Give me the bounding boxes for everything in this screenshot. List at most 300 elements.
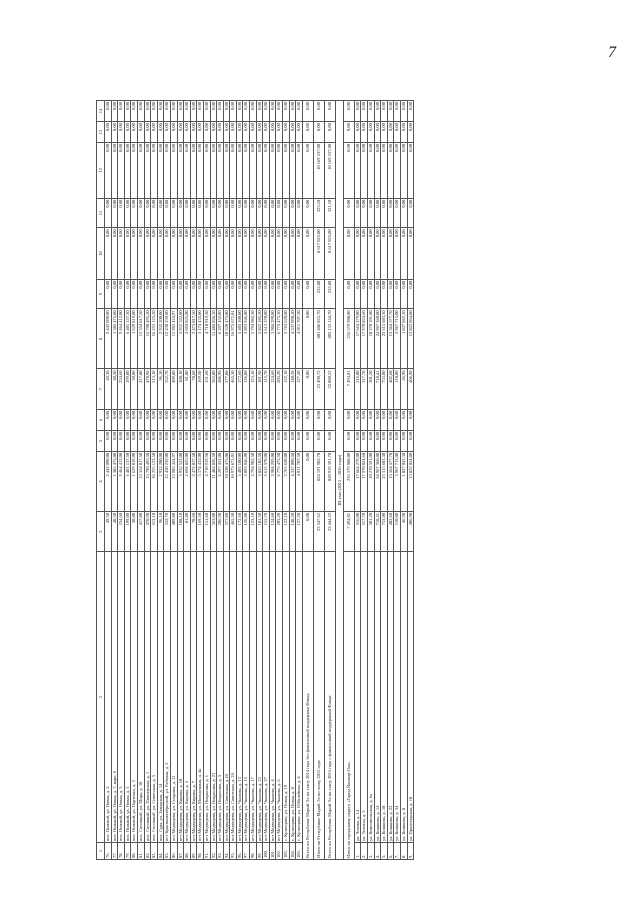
total-value: 8 617 023,00 <box>313 228 324 279</box>
table-cell: 115,70 <box>263 369 270 410</box>
table-cell: 0,00 <box>151 409 158 430</box>
table-cell: 127,50 <box>296 511 303 552</box>
table-cell: 1 827 042,30 <box>400 451 407 511</box>
table-cell: 0,00 <box>137 430 144 451</box>
table-cell: 4 337 090,50 <box>289 451 296 511</box>
table-cell: 516,00 <box>354 369 361 410</box>
total-value: 235 579 988,00 <box>343 451 354 511</box>
table-cell: 0,00 <box>236 409 243 430</box>
table-cell: пос. Сосновый, ул. Советская, д. 5 <box>151 552 158 843</box>
table-cell: 0,00 <box>354 143 361 199</box>
table-cell: 0,00 <box>223 143 230 199</box>
table-cell: 0,00 <box>223 101 230 122</box>
total-value: 22 880,32 <box>324 369 335 410</box>
table-cell: 0,00 <box>131 409 138 430</box>
table-cell: пгт Медведево, ул. Кирова, д. 3 <box>184 552 191 843</box>
table-cell: 78,60 <box>190 511 197 552</box>
table-cell: 92. <box>210 843 217 860</box>
table-cell: 0,00 <box>230 430 237 451</box>
total-value: 802 133 144,70 <box>324 309 335 369</box>
table-cell: 0,00 <box>164 143 171 199</box>
table-cell: 0,00 <box>197 409 204 430</box>
table-cell: 0,00 <box>250 409 257 430</box>
table-cell: 2. <box>361 843 368 860</box>
total-value: 0,00 <box>302 143 313 199</box>
table-cell: 0,00 <box>230 143 237 199</box>
total-value: 0,00 <box>302 511 313 552</box>
table-cell: 0,00 <box>203 279 210 309</box>
table-cell: 0,00 <box>111 279 118 309</box>
table-cell: 115,70 <box>263 511 270 552</box>
total-value: 0,00 <box>324 409 335 430</box>
table-cell: 0,00 <box>210 279 217 309</box>
table-cell: 84. <box>157 843 164 860</box>
table-cell: 0,00 <box>131 101 138 122</box>
table-cell: 4 337 090,50 <box>289 309 296 369</box>
table-cell: 0,00 <box>256 122 263 143</box>
total-value: 10 169 237,00 <box>313 143 324 199</box>
table-cell: 87. <box>177 843 184 860</box>
total-value: 0,00 <box>302 198 313 228</box>
column-number: 2 <box>97 552 105 843</box>
table-cell: 0,00 <box>269 143 276 199</box>
column-number-row <box>97 101 105 860</box>
table-cell: 0,00 <box>400 101 407 122</box>
table-cell: 13 822 054,80 <box>407 451 414 511</box>
table-cell: 4 011 707,50 <box>296 451 303 511</box>
table-cell: 0,00 <box>137 143 144 199</box>
table-cell: 0,00 <box>368 409 375 430</box>
table-cell: 0,00 <box>184 228 191 279</box>
table-cell: 0,00 <box>387 228 394 279</box>
total-value: 0,00 <box>324 430 335 451</box>
table-cell: ул. Зеленая, д. 3 <box>361 552 368 843</box>
table-cell: 0,00 <box>296 198 303 228</box>
table-row <box>283 101 290 860</box>
table-cell: 0,00 <box>400 143 407 199</box>
table-cell: 0,00 <box>283 430 290 451</box>
total-value: 0,00 <box>302 430 313 451</box>
table-cell: 0,00 <box>124 228 131 279</box>
table-cell: 0,00 <box>276 198 283 228</box>
table-cell: 0,00 <box>250 143 257 199</box>
section-header-row <box>335 101 343 860</box>
table-cell: 203,20 <box>276 511 283 552</box>
table-cell: пгт Краснооктябрьский, ул. Рабочая, д. 3 <box>164 552 171 843</box>
table-cell: 0,00 <box>177 101 184 122</box>
table-cell: 124,60 <box>269 369 276 410</box>
table-row <box>151 101 158 860</box>
table-cell: 0,00 <box>269 430 276 451</box>
table-cell: 0,00 <box>124 122 131 143</box>
table-cell: 417,80 <box>137 369 144 410</box>
table-cell: 6. <box>387 843 394 860</box>
table-cell: 17 970 824,60 <box>361 309 368 369</box>
table-cell: 0,00 <box>394 122 401 143</box>
table-cell: 0,00 <box>243 409 250 430</box>
table-cell: 0,00 <box>105 198 112 228</box>
table-cell: 13 822 054,80 <box>407 309 414 369</box>
table-cell: 0,00 <box>137 279 144 309</box>
table-cell: 0,00 <box>184 409 191 430</box>
table-cell: 0,00 <box>157 409 164 430</box>
table-cell: 363,00 <box>210 369 217 410</box>
table-cell: 0,00 <box>400 409 407 430</box>
table-row <box>137 101 144 860</box>
table-cell: 17 664 279,00 <box>354 451 361 511</box>
table-cell: 0,00 <box>283 101 290 122</box>
total-2015-fund-row <box>324 101 335 860</box>
table-cell: 0,00 <box>387 430 394 451</box>
table-cell: 122,10 <box>283 369 290 410</box>
table-cell: с. Кузнецово, ул. Новая, д. 19 <box>283 552 290 843</box>
table-cell: 0,00 <box>223 228 230 279</box>
table-row <box>276 101 283 860</box>
table-cell: 0,00 <box>407 198 414 228</box>
table-cell: 0,00 <box>105 279 112 309</box>
table-cell: 10 270 591,00 <box>368 451 375 511</box>
table-cell: 0,00 <box>105 409 112 430</box>
table-cell: 98. <box>250 843 257 860</box>
table-cell: 151,60 <box>203 369 210 410</box>
table-row <box>269 101 276 860</box>
table-cell: 0,00 <box>243 430 250 451</box>
table-cell: 126,80 <box>243 369 250 410</box>
table-cell: 470,90 <box>144 511 151 552</box>
table-cell: 0,00 <box>256 143 263 199</box>
table-cell: 0,00 <box>407 143 414 199</box>
table-cell: 0,00 <box>374 143 381 199</box>
table-row <box>210 101 217 860</box>
table-cell: 0,00 <box>368 143 375 199</box>
table-cell: 5 822 185,50 <box>256 309 263 369</box>
table-cell: пгт Медведево, ул. Чкалова, д. 17 <box>250 552 257 843</box>
table-cell: 1 385 475,00 <box>111 451 118 511</box>
table-cell: 0,00 <box>400 122 407 143</box>
table-cell: 0,00 <box>296 101 303 122</box>
table-cell: 0,00 <box>250 228 257 279</box>
table-cell: 199,00 <box>124 369 131 410</box>
total-value: 0,00 <box>302 279 313 309</box>
table-cell: 0,00 <box>400 198 407 228</box>
relocation-program-table <box>96 100 414 860</box>
table-cell: 0,00 <box>407 409 414 430</box>
table-cell: 104. <box>289 843 296 860</box>
table-cell: 0,00 <box>269 198 276 228</box>
table-cell: 10 270 591,00 <box>368 309 375 369</box>
table-cell: 9. <box>407 843 414 860</box>
table-cell: 0,00 <box>283 409 290 430</box>
table-cell: 0,00 <box>217 198 224 228</box>
table-cell: ул. Комсомольская, д. 6а <box>368 552 375 843</box>
column-number: 4 <box>97 451 105 511</box>
table-cell: 0,00 <box>137 409 144 430</box>
table-cell: 12 983 424,97 <box>170 309 177 369</box>
table-cell: 2 473 017,50 <box>190 451 197 511</box>
table-cell: ул. Кошкина, д. 22 <box>387 552 394 843</box>
table-cell: 0,00 <box>374 228 381 279</box>
table-cell: 0,00 <box>276 409 283 430</box>
table-cell: 0,00 <box>157 198 164 228</box>
table-cell: 0,00 <box>368 198 375 228</box>
table-cell: 0,00 <box>283 198 290 228</box>
total-value: 0,00 <box>343 101 354 122</box>
table-cell: 0,00 <box>381 198 388 228</box>
table-cell: 0,00 <box>296 430 303 451</box>
table-cell: 0,00 <box>177 228 184 279</box>
table-cell: 0,00 <box>361 143 368 199</box>
table-cell: 0,00 <box>263 101 270 122</box>
table-row <box>400 101 407 860</box>
table-cell: 0,00 <box>361 101 368 122</box>
table-cell: 102. <box>276 843 283 860</box>
table-cell: 0,00 <box>151 101 158 122</box>
table-cell: 0,00 <box>354 122 361 143</box>
table-row <box>223 101 230 860</box>
table-cell: 140,20 <box>289 511 296 552</box>
table-cell: 1. <box>354 843 361 860</box>
table-row <box>263 101 270 860</box>
column-number: 1 <box>97 843 105 860</box>
table-cell: 0,00 <box>157 101 164 122</box>
column-number: 8 <box>97 309 105 369</box>
table-cell: 24 967 360,00 <box>374 309 381 369</box>
total-value: 0,00 <box>343 430 354 451</box>
table-cell: 16 975 671,01 <box>230 451 237 511</box>
table-cell: с. Кузнецово, ул. Юбилейная, д. 4 <box>296 552 303 843</box>
table-cell: 0,00 <box>203 409 210 430</box>
column-number: 7 <box>97 369 105 410</box>
table-row <box>374 101 381 860</box>
table-cell: 0,00 <box>387 101 394 122</box>
table-cell: 0,00 <box>368 122 375 143</box>
table-cell: 0,00 <box>184 101 191 122</box>
table-cell: 0,00 <box>230 228 237 279</box>
table-cell: 16 253 123,50 <box>151 309 158 369</box>
table-cell: пос. Сосновый, ул. Пионерская, д. 1 <box>144 552 151 843</box>
table-cell: 0,00 <box>223 122 230 143</box>
table-row <box>236 101 243 860</box>
table-cell: 0,00 <box>144 279 151 309</box>
table-cell: 0,00 <box>400 279 407 309</box>
table-row <box>354 101 361 860</box>
table-cell: 0,00 <box>407 279 414 309</box>
table-cell: 0,00 <box>368 101 375 122</box>
table-cell: 0,00 <box>184 143 191 199</box>
table-cell: 0,00 <box>197 122 204 143</box>
table-cell: пгт Медведево, ул. Чкалова, д. 13 <box>236 552 243 843</box>
table-cell: 0,00 <box>296 279 303 309</box>
table-cell: 0,00 <box>184 430 191 451</box>
table-cell: 0,00 <box>381 101 388 122</box>
table-cell: 0,00 <box>157 430 164 451</box>
total-label: Итого по Республике Марий Эл по этапу 2015 года <box>313 552 324 860</box>
table-cell: 5. <box>381 843 388 860</box>
section-title: III этап (2015 – 2016 годы) <box>335 101 343 860</box>
total-value: 0,00 <box>343 143 354 199</box>
table-cell: 0,00 <box>144 198 151 228</box>
table-cell: 0,00 <box>170 409 177 430</box>
table-cell: 0,00 <box>250 279 257 309</box>
table-cell: 0,00 <box>177 122 184 143</box>
table-cell: 3 893 946,00 <box>243 451 250 511</box>
table-cell: 78. <box>118 843 125 860</box>
table-cell: 0,00 <box>111 430 118 451</box>
table-cell: 0,00 <box>361 122 368 143</box>
table-cell: пгт Медведево, ул. Чкалова, д. 23 <box>256 552 263 843</box>
table-cell: пгт Медведево, ул. Некрасова, д. 21 <box>210 552 217 843</box>
total-value: 0,00 <box>313 430 324 451</box>
table-cell: 0,00 <box>256 198 263 228</box>
table-cell: 406,90 <box>407 369 414 410</box>
table-cell: 0,00 <box>394 279 401 309</box>
table-cell: 13 564 577,70 <box>387 451 394 511</box>
table-cell: 13 564 577,70 <box>387 309 394 369</box>
subtotal-row <box>343 101 354 860</box>
table-cell: 91. <box>203 843 210 860</box>
table-cell: 0,00 <box>124 409 131 430</box>
table-row <box>177 101 184 860</box>
table-cell: 0,00 <box>354 279 361 309</box>
table-cell: 2 694 825,00 <box>184 451 191 511</box>
column-number: 9 <box>97 279 105 309</box>
table-cell: 89. <box>190 843 197 860</box>
table-cell: 5 403 100,00 <box>236 451 243 511</box>
table-cell: 0,00 <box>394 143 401 199</box>
table-cell: 3 613 370,00 <box>263 309 270 369</box>
table-cell: 0,00 <box>217 430 224 451</box>
table-cell: 123,10 <box>250 369 257 410</box>
table-cell: пгт Медведево, ул. Чкалова, д. 6 <box>276 552 283 843</box>
table-cell: 0,00 <box>177 143 184 199</box>
table-cell: 513,10 <box>151 369 158 410</box>
table-cell: пгт Медведево, ул. Чкалова, д. 15 <box>243 552 250 843</box>
table-cell: 0,00 <box>283 279 290 309</box>
table-cell: 0,00 <box>243 279 250 309</box>
table-cell: 85. <box>164 843 171 860</box>
table-cell: пгт Медведево, ул. Молодежная, д. 4а <box>197 552 204 843</box>
table-cell: 0,00 <box>210 430 217 451</box>
table-cell: 0,00 <box>197 198 204 228</box>
table-cell: 6 297 452,00 <box>217 309 224 369</box>
table-cell: 206,90 <box>217 369 224 410</box>
table-cell: 0,00 <box>151 198 158 228</box>
table-cell: 0,00 <box>407 228 414 279</box>
table-cell: 417,80 <box>137 511 144 552</box>
table-cell: 301,20 <box>368 369 375 410</box>
table-cell: 0,00 <box>269 228 276 279</box>
table-cell: 0,00 <box>283 228 290 279</box>
total-value: 0,00 <box>313 101 324 122</box>
table-cell: 0,00 <box>170 198 177 228</box>
table-cell: 513,10 <box>151 511 158 552</box>
table-cell: 0,00 <box>361 279 368 309</box>
table-cell: 5 174 435,00 <box>197 309 204 369</box>
table-cell: пос. Нижний, ул. Новая, д. 7, корп. 6 <box>111 552 118 843</box>
table-cell: 0,00 <box>387 409 394 430</box>
table-cell: 0,00 <box>217 279 224 309</box>
table-cell: с. Кузнецово, ул. Новая, д. 8 <box>289 552 296 843</box>
table-cell: 0,00 <box>131 430 138 451</box>
table-row <box>217 101 224 860</box>
table-cell: 0,00 <box>243 122 250 143</box>
table-cell: 0,00 <box>394 409 401 430</box>
table-cell: 0,00 <box>210 101 217 122</box>
total-value: 0,00 <box>302 101 313 122</box>
total-value: 0,00 <box>302 409 313 430</box>
table-cell: пгт Медведево, ул. Чкалова, д. 27 <box>263 552 270 843</box>
table-cell: 0,00 <box>157 122 164 143</box>
table-row <box>197 101 204 860</box>
table-cell: 6 297 452,00 <box>217 451 224 511</box>
table-row <box>250 101 257 860</box>
table-cell: 100. <box>263 843 270 860</box>
table-cell: пгт Медведево, ул. Чкалова, д. 4 <box>269 552 276 843</box>
total-value: 323,10 <box>313 198 324 228</box>
column-number: 3 <box>97 511 105 552</box>
table-cell: 0,00 <box>190 101 197 122</box>
table-row <box>407 101 414 860</box>
table-cell: 46,90 <box>400 511 407 552</box>
table-cell: 79. <box>124 843 131 860</box>
table-cell: 517,70 <box>361 511 368 552</box>
table-cell: 409,80 <box>170 369 177 410</box>
table-cell: 3 932 522,00 <box>177 451 184 511</box>
table-cell: 88. <box>184 843 191 860</box>
table-cell: 0,00 <box>381 143 388 199</box>
table-cell: 0,00 <box>124 430 131 451</box>
table-row <box>296 101 303 860</box>
table-cell: 11 484 826,50 <box>210 451 217 511</box>
table-cell: 0,00 <box>144 409 151 430</box>
table-cell: 402,60 <box>387 369 394 410</box>
table-cell: 3 904 299,00 <box>269 451 276 511</box>
table-cell: 4 710 919,50 <box>203 451 210 511</box>
table-cell: пгт Медведево, ул. Кирова, д. 18 <box>177 552 184 843</box>
table-cell: 0,00 <box>256 430 263 451</box>
table-cell: 0,00 <box>111 409 118 430</box>
table-cell: 0,00 <box>381 228 388 279</box>
table-cell: 0,00 <box>361 409 368 430</box>
table-cell: 3 967 713,00 <box>394 309 401 369</box>
table-cell: 0,00 <box>256 101 263 122</box>
table-cell: 24 967 360,00 <box>374 451 381 511</box>
total-value: 0,00 <box>324 101 335 122</box>
table-cell: 1 629 819,00 <box>131 451 138 511</box>
table-cell: 108,10 <box>177 369 184 410</box>
table-cell: 1 629 819,00 <box>131 309 138 369</box>
table-cell: 94. <box>223 843 230 860</box>
table-cell: 0,00 <box>361 430 368 451</box>
table-cell: 0,00 <box>118 228 125 279</box>
table-cell: 0,00 <box>289 430 296 451</box>
table-cell: 0,00 <box>387 279 394 309</box>
table-cell: 0,00 <box>394 101 401 122</box>
table-cell: 4 011 707,50 <box>296 309 303 369</box>
column-number: 13 <box>97 122 105 143</box>
total-value: 0,00 <box>343 122 354 143</box>
table-cell: 2 932 200,00 <box>157 451 164 511</box>
table-cell: 2 694 825,00 <box>184 309 191 369</box>
table-cell: 0,00 <box>190 279 197 309</box>
table-cell: 0,00 <box>354 228 361 279</box>
table-cell: 0,00 <box>177 279 184 309</box>
table-row <box>170 101 177 860</box>
total-value: 8 617 023,00 <box>324 228 335 279</box>
table-cell: 0,00 <box>223 198 230 228</box>
table-cell: 470,90 <box>144 369 151 410</box>
table-cell: 12 983 424,97 <box>170 451 177 511</box>
